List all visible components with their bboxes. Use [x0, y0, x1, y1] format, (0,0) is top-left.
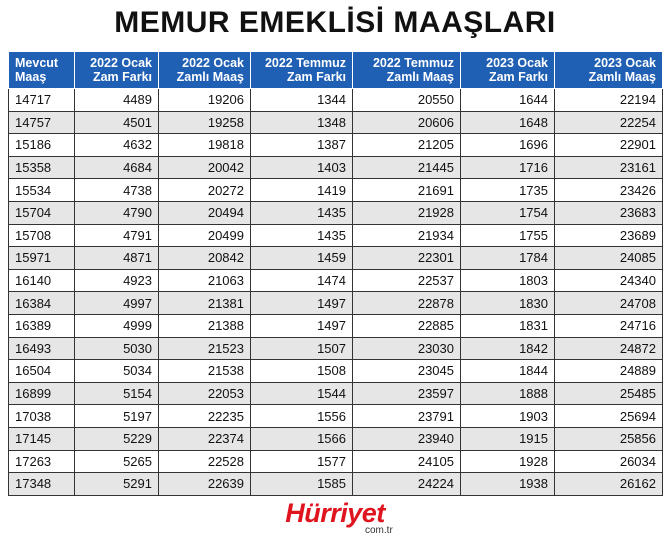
table-cell: 21205 — [353, 134, 461, 157]
column-header — [159, 52, 251, 89]
table-cell: 5030 — [75, 337, 159, 360]
table-cell: 5229 — [75, 427, 159, 450]
table-cell: 21445 — [353, 156, 461, 179]
table-cell: 24872 — [555, 337, 663, 360]
table-cell: 22301 — [353, 247, 461, 270]
table-cell: 1556 — [251, 405, 353, 428]
table-cell: 22235 — [159, 405, 251, 428]
table-cell: 21928 — [353, 201, 461, 224]
column-header-line2: Zamlı Maaş — [386, 70, 454, 84]
logo-domain: com.tr — [365, 525, 393, 536]
table-row — [9, 269, 663, 292]
table-cell: 4501 — [75, 111, 159, 134]
table-cell: 1928 — [461, 450, 555, 473]
table-cell: 21523 — [159, 337, 251, 360]
column-header — [353, 52, 461, 89]
table-row — [9, 224, 663, 247]
table-cell: 22901 — [555, 134, 663, 157]
table-cell: 5034 — [75, 360, 159, 383]
table-cell: 21388 — [159, 314, 251, 337]
table-cell: 21381 — [159, 292, 251, 315]
table-cell: 25694 — [555, 405, 663, 428]
table-cell: 20494 — [159, 201, 251, 224]
table-cell: 1566 — [251, 427, 353, 450]
column-header-line2: Zam Farkı — [286, 70, 346, 84]
table-cell: 1387 — [251, 134, 353, 157]
table-row — [9, 337, 663, 360]
table-row — [9, 134, 663, 157]
table-cell: 24889 — [555, 360, 663, 383]
table-cell: 14757 — [9, 111, 75, 134]
table-cell: 1716 — [461, 156, 555, 179]
table-cell: 20042 — [159, 156, 251, 179]
table-row — [9, 360, 663, 383]
table-cell: 16493 — [9, 337, 75, 360]
column-header-line1: 2023 Ocak — [594, 56, 656, 70]
table-cell: 21934 — [353, 224, 461, 247]
table-cell: 22878 — [353, 292, 461, 315]
table-cell: 4871 — [75, 247, 159, 270]
table-cell: 24708 — [555, 292, 663, 315]
table-cell: 20606 — [353, 111, 461, 134]
table-row — [9, 292, 663, 315]
table-cell: 22053 — [159, 382, 251, 405]
table-cell: 21063 — [159, 269, 251, 292]
table-cell: 25856 — [555, 427, 663, 450]
table-cell: 19258 — [159, 111, 251, 134]
table-cell: 1577 — [251, 450, 353, 473]
column-header — [555, 52, 663, 89]
table-cell: 23030 — [353, 337, 461, 360]
table-cell: 1735 — [461, 179, 555, 202]
table-row — [9, 179, 663, 202]
table-cell: 1644 — [461, 89, 555, 112]
table-cell: 15708 — [9, 224, 75, 247]
table-cell: 16389 — [9, 314, 75, 337]
column-header-line1: 2023 Ocak — [486, 56, 548, 70]
table-cell: 1435 — [251, 224, 353, 247]
table-cell: 25485 — [555, 382, 663, 405]
table-cell: 4489 — [75, 89, 159, 112]
table-cell: 21538 — [159, 360, 251, 383]
table-cell: 22639 — [159, 473, 251, 496]
table-cell: 23791 — [353, 405, 461, 428]
column-header-line2: Zamlı Maaş — [176, 70, 244, 84]
table-cell: 4632 — [75, 134, 159, 157]
table-cell: 20272 — [159, 179, 251, 202]
table-cell: 1938 — [461, 473, 555, 496]
table-cell: 22885 — [353, 314, 461, 337]
table-cell: 23689 — [555, 224, 663, 247]
table-row — [9, 89, 663, 112]
table-cell: 22537 — [353, 269, 461, 292]
table-cell: 1830 — [461, 292, 555, 315]
table-cell: 24340 — [555, 269, 663, 292]
column-header-line1: Mevcut — [15, 56, 59, 70]
table-cell: 14717 — [9, 89, 75, 112]
table-cell: 1497 — [251, 292, 353, 315]
table-row — [9, 247, 663, 270]
table-cell: 1435 — [251, 201, 353, 224]
table-cell: 15704 — [9, 201, 75, 224]
table-row — [9, 382, 663, 405]
table-row — [9, 427, 663, 450]
table-cell: 4684 — [75, 156, 159, 179]
table-cell: 5154 — [75, 382, 159, 405]
table-cell: 1344 — [251, 89, 353, 112]
table-cell: 1348 — [251, 111, 353, 134]
column-header-line1: 2022 Ocak — [182, 56, 244, 70]
table-cell: 5265 — [75, 450, 159, 473]
table-cell: 1544 — [251, 382, 353, 405]
column-header-line2: Zam Farkı — [92, 70, 152, 84]
table-cell: 24716 — [555, 314, 663, 337]
column-header-line2: Zam Farkı — [488, 70, 548, 84]
table-cell: 15358 — [9, 156, 75, 179]
table-cell: 16384 — [9, 292, 75, 315]
table-cell: 23597 — [353, 382, 461, 405]
table-cell: 15186 — [9, 134, 75, 157]
table-cell: 1754 — [461, 201, 555, 224]
table-row — [9, 473, 663, 496]
table-cell: 24085 — [555, 247, 663, 270]
table-cell: 1474 — [251, 269, 353, 292]
column-header-line1: 2022 Temmuz — [372, 56, 454, 70]
table-cell: 22374 — [159, 427, 251, 450]
table-cell: 23683 — [555, 201, 663, 224]
column-header — [9, 52, 75, 89]
table-cell: 22528 — [159, 450, 251, 473]
table-cell: 22254 — [555, 111, 663, 134]
table-header-row — [9, 52, 663, 89]
table-cell: 23426 — [555, 179, 663, 202]
table-cell: 4999 — [75, 314, 159, 337]
table-cell: 1403 — [251, 156, 353, 179]
table-cell: 1784 — [461, 247, 555, 270]
column-header — [251, 52, 353, 89]
table-cell: 17145 — [9, 427, 75, 450]
table-cell: 22194 — [555, 89, 663, 112]
table-cell: 4738 — [75, 179, 159, 202]
hurriyet-logo — [0, 498, 670, 536]
table-cell: 4997 — [75, 292, 159, 315]
table-cell: 19818 — [159, 134, 251, 157]
table-body — [9, 89, 663, 496]
table-cell: 4790 — [75, 201, 159, 224]
table-cell: 1755 — [461, 224, 555, 247]
table-row — [9, 450, 663, 473]
table-cell: 20550 — [353, 89, 461, 112]
table-cell: 24105 — [353, 450, 461, 473]
table-cell: 1803 — [461, 269, 555, 292]
table-row — [9, 156, 663, 179]
table-cell: 4791 — [75, 224, 159, 247]
table-cell: 5197 — [75, 405, 159, 428]
table-cell: 17038 — [9, 405, 75, 428]
table-cell: 23940 — [353, 427, 461, 450]
table-cell: 1831 — [461, 314, 555, 337]
page-title: MEMUR EMEKLİSİ MAAŞLARI — [114, 6, 556, 39]
table-cell: 17263 — [9, 450, 75, 473]
table-cell: 4923 — [75, 269, 159, 292]
table-cell: 1903 — [461, 405, 555, 428]
table-cell: 1696 — [461, 134, 555, 157]
table-cell: 26034 — [555, 450, 663, 473]
table-cell: 1508 — [251, 360, 353, 383]
table-row — [9, 111, 663, 134]
table-cell: 1844 — [461, 360, 555, 383]
table-row — [9, 201, 663, 224]
table-cell: 19206 — [159, 89, 251, 112]
table-cell: 16140 — [9, 269, 75, 292]
table-cell: 26162 — [555, 473, 663, 496]
salary-table — [8, 51, 663, 496]
table-cell: 15534 — [9, 179, 75, 202]
table-cell: 21691 — [353, 179, 461, 202]
table-cell: 5291 — [75, 473, 159, 496]
table-cell: 16899 — [9, 382, 75, 405]
column-header-line2: Zamlı Maaş — [588, 70, 656, 84]
table-cell: 16504 — [9, 360, 75, 383]
table-cell: 23045 — [353, 360, 461, 383]
column-header-line2: Maaş — [15, 70, 47, 84]
table-cell: 1648 — [461, 111, 555, 134]
table-row — [9, 405, 663, 428]
table-cell: 1915 — [461, 427, 555, 450]
table-cell: 17348 — [9, 473, 75, 496]
table-cell: 1419 — [251, 179, 353, 202]
table-cell: 23161 — [555, 156, 663, 179]
column-header-line1: 2022 Ocak — [90, 56, 152, 70]
table-cell: 1497 — [251, 314, 353, 337]
table-cell: 1842 — [461, 337, 555, 360]
table-cell: 24224 — [353, 473, 461, 496]
table-cell: 1585 — [251, 473, 353, 496]
column-header-line1: 2022 Temmuz — [264, 56, 346, 70]
column-header — [75, 52, 159, 89]
table-cell: 15971 — [9, 247, 75, 270]
table-cell: 1459 — [251, 247, 353, 270]
column-header — [461, 52, 555, 89]
table-cell: 20842 — [159, 247, 251, 270]
table-cell: 1507 — [251, 337, 353, 360]
table-cell: 20499 — [159, 224, 251, 247]
logo-wordmark: Hürriyet — [285, 498, 385, 528]
table-row — [9, 314, 663, 337]
table-cell: 1888 — [461, 382, 555, 405]
